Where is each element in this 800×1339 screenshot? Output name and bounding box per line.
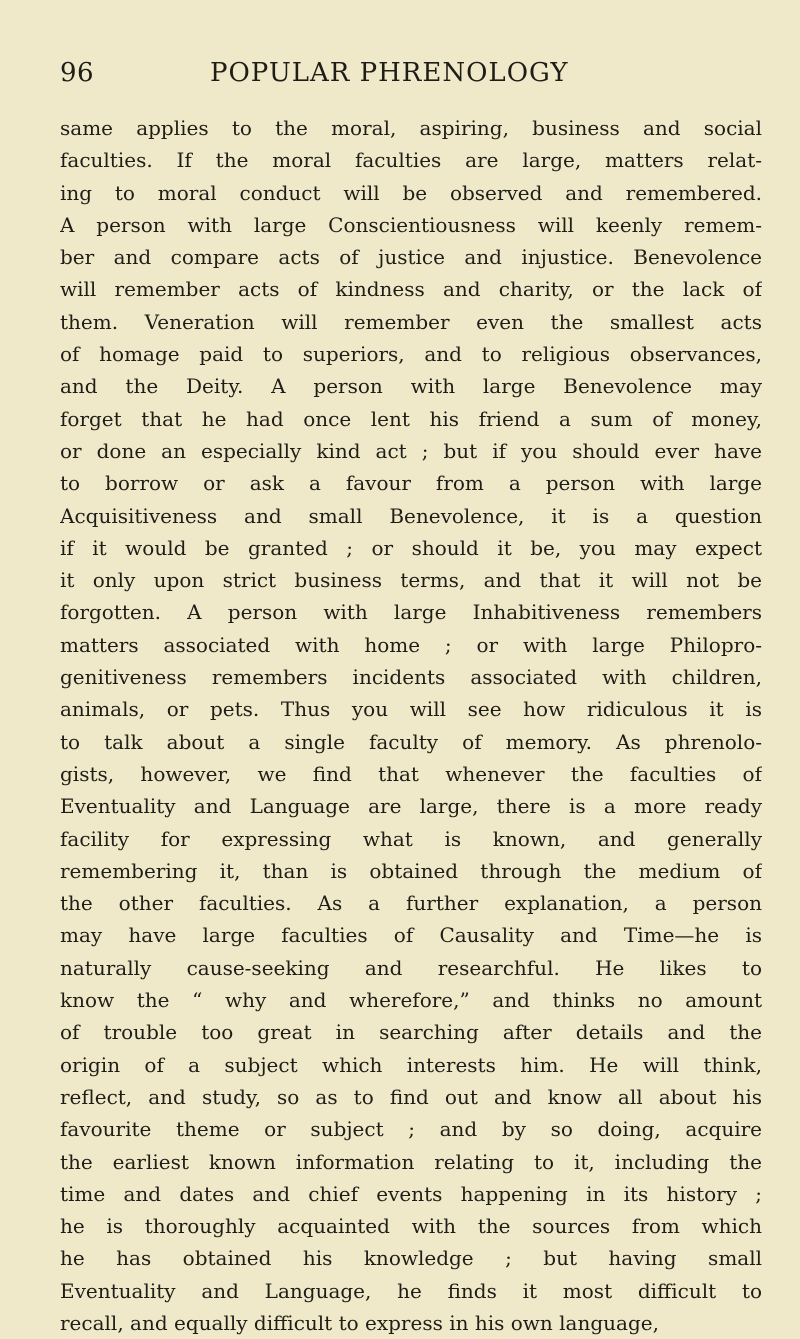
text-line: Acquisitiveness and small Benevolence, it is a question <box>60 503 762 528</box>
text-line: to talk about a single faculty of memory. As phrenolo- <box>60 729 762 754</box>
text-line: forget that he had once lent his friend a sum of money, <box>60 406 762 431</box>
text-line: matters associated with home ; or with large Philopro- <box>60 632 762 657</box>
text-line: and the Deity. A person with large Benevolence may <box>60 374 762 399</box>
text-line: same applies to the moral, aspiring, business and social <box>60 116 762 140</box>
text-line: reflect, and study, so as to find out and know all about his <box>60 1084 762 1109</box>
text-line: to borrow or ask a favour from a person with large <box>60 471 762 496</box>
text-line: ing to moral conduct will be observed and remembered. <box>60 180 762 205</box>
text-line: forgotten. A person with large Inhabitiveness remembers <box>60 600 762 625</box>
text-line: ber and compare acts of justice and injustice. Benevolence <box>60 245 762 270</box>
text-line: remembering it, than is obtained through the medium of <box>60 858 762 883</box>
text-line: know the “ why and wherefore,” and thinks no amount <box>60 988 762 1013</box>
text-line: animals, or pets. Thus you will see how ridiculous it is <box>60 697 762 722</box>
text-line: if it would be granted ; or should it be, you may expect <box>60 535 762 560</box>
text-line: A person with large Conscientiousness will keenly remem- <box>60 212 762 237</box>
text-line: facility for expressing what is known, and generally <box>60 826 762 851</box>
text-line: favourite theme or subject ; and by so doing, acquire <box>60 1117 762 1142</box>
text-line: Eventuality and Language, he finds it most difficult to <box>60 1278 762 1303</box>
text-line: Eventuality and Language are large, there is a more ready <box>60 794 762 819</box>
text-line: or done an especially kind act ; but if you should ever have <box>60 438 762 463</box>
text-line: of trouble too great in searching after details and the <box>60 1020 762 1045</box>
text-line: may have large faculties of Causality and Time—he is <box>60 923 762 948</box>
text-line: he has obtained his knowledge ; but having small <box>60 1246 762 1271</box>
text-line: origin of a subject which interests him. He will think, <box>60 1052 762 1077</box>
text-line: gists, however, we find that whenever the faculties of <box>60 761 762 786</box>
text-line: naturally cause-seeking and researchful. He likes to <box>60 955 762 980</box>
text-line: recall, and equally difficult to express in his own language, <box>60 1310 659 1335</box>
running-head <box>60 58 762 102</box>
text-line: the earliest known information relating to it, including the <box>60 1149 762 1174</box>
running-title: POPULAR PHRENOLOGY <box>210 58 569 88</box>
text-line: of homage paid to superiors, and to religious observances, <box>60 342 762 367</box>
text-line: them. Veneration will remember even the smallest acts <box>60 309 762 334</box>
text-line: will remember acts of kindness and charity, or the lack of <box>60 277 762 302</box>
text-line: faculties. If the moral faculties are large, matters relat- <box>60 148 762 173</box>
text-line: the other faculties. As a further explanation, a person <box>60 891 762 916</box>
text-line: it only upon strict business terms, and that it will not be <box>60 568 762 593</box>
page-number: 96 <box>60 58 95 88</box>
text-line: time and dates and chief events happening in its history ; <box>60 1181 762 1206</box>
text-line: genitiveness remembers incidents associated with children, <box>60 665 762 690</box>
body-text <box>60 112 762 1339</box>
text-line: he is thoroughly acquainted with the sources from which <box>60 1214 762 1239</box>
